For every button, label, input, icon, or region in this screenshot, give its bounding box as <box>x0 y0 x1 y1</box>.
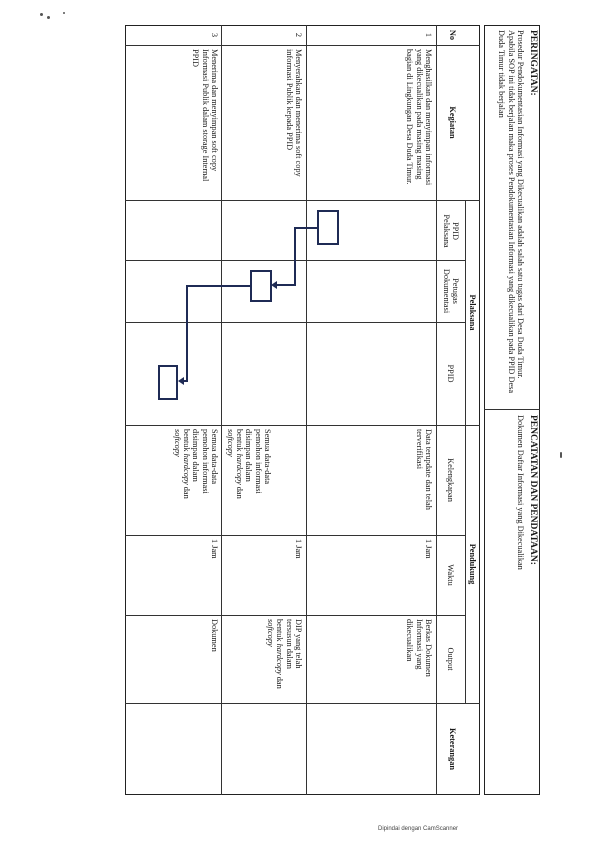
row-1-kelengkapan: Data terupdate dan telah terverifikasi <box>414 429 433 510</box>
col-kegiatan-header: Kegiatan <box>448 106 457 139</box>
warning-title: PERINGATAN: <box>528 30 538 96</box>
row-3-kegiatan: Menerima dan menyimpan soft copy Informasi Publik dalam storage Internal PPID <box>191 49 219 182</box>
flow-step-1-box <box>317 210 339 245</box>
scan-speck <box>47 16 50 19</box>
recording-title: PENCATATAN DAN PENDATAAN: <box>528 415 538 565</box>
row-3-waktu: 1 Jam <box>210 539 219 559</box>
sop-document <box>125 25 540 795</box>
row-1-kegiatan: Menghasilkan dan menyimpan informasi yang dikecualikan pada masing masing bagian di Lingkungan Desa Duda Timur. <box>405 49 433 186</box>
col-ppid-header: PPID <box>446 364 455 383</box>
flow-connector <box>294 227 296 285</box>
row-3-no: 3 <box>210 32 219 38</box>
scanner-watermark: Dipindai dengan CamScanner <box>378 826 459 832</box>
flow-connector <box>186 285 250 287</box>
row-3-output: Dokumen <box>210 619 219 652</box>
pelaksana-group-header: Pelaksana <box>468 294 477 331</box>
row-1-no: 1 <box>424 32 433 38</box>
row-2-output: DIP yang telah tersusun dalam bentuk hardcopy dan softcopy <box>266 619 303 689</box>
flow-arrowhead <box>271 281 277 289</box>
warning-text: Prosedur Pendokumentasian Informasi yang Dikecualikan adalah salah satu tugas dari Desa Duda Timur. Apabila SOP ini tidak berjalan maka proses Pendokumentasian Informasi yang dikecualikan pada PPID Desa Duda Timur tidak berjalan <box>497 30 525 394</box>
flow-connector <box>295 227 317 229</box>
row-1-waktu: 1 Jam <box>424 539 433 559</box>
flow-connector <box>186 285 188 381</box>
col-no-header: No <box>448 29 457 41</box>
row-3-kelengkapan: Semua data-data pemohon informasi disimpan dalam bentuk hardcopy dan softcopy <box>172 429 219 499</box>
scan-speck <box>560 452 562 458</box>
row-1-output: Berkas Dokumen Informasi yang dikecualikan <box>405 619 433 677</box>
row-2-kegiatan: Menyerahkan dan menerima soft copy informasi Publik kepada PPID <box>284 49 303 177</box>
row-2-waktu: 1 Jam <box>294 539 303 559</box>
col-petugas-dokumentasi-header: Petugas Dokumentasi <box>441 268 460 314</box>
row-2-kelengkapan: Semua data-data pemohon informasi disimpan dalam bentuk hardcopy dan softcopy <box>225 429 272 499</box>
col-kelengkapan-header: Kelengkapan <box>446 458 455 502</box>
col-waktu-header: Waktu <box>446 564 455 586</box>
scan-speck <box>63 12 65 14</box>
flow-step-2-box <box>250 270 272 302</box>
scan-speck <box>40 13 43 16</box>
flow-step-3-box <box>158 365 178 400</box>
flow-arrowhead <box>178 377 184 385</box>
pendukung-group-header: Pendukung <box>468 543 477 585</box>
col-ppid-pelaksana-header: PPID Pelaksana <box>441 214 460 248</box>
row-2-no: 2 <box>294 32 303 38</box>
col-keterangan-header: Keterangan <box>448 728 457 770</box>
recording-text: Dokumen Daftar Informasi yang Dikecualikan <box>516 415 525 570</box>
col-output-header: Output <box>446 647 455 671</box>
flow-connector <box>276 284 296 286</box>
